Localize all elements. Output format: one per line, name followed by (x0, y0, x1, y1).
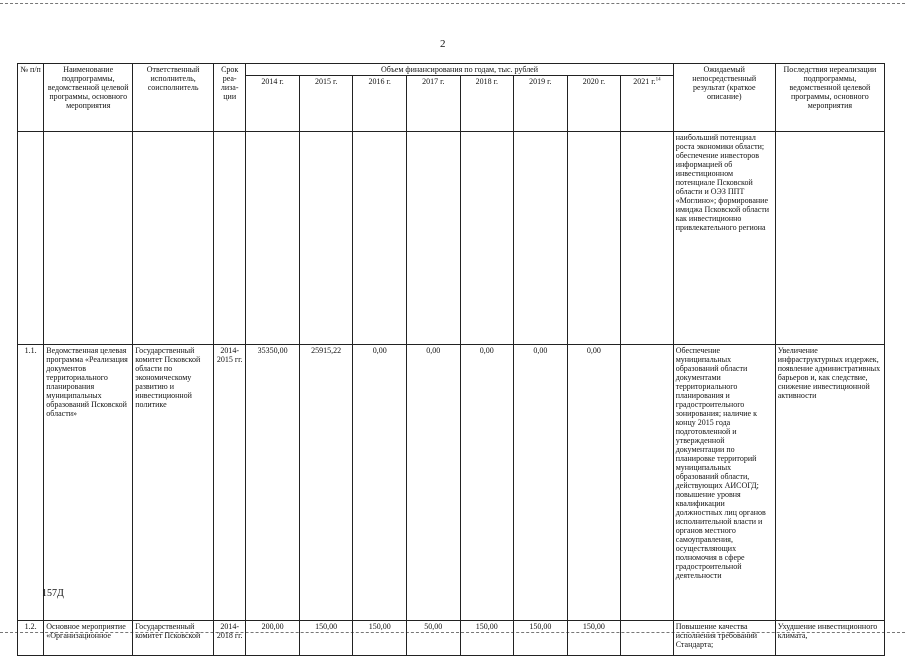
scan-edge-top (0, 3, 905, 4)
row-value: 35350,00 (246, 345, 300, 621)
header-responsible: Ответственный исполнитель, соисполнитель (133, 64, 214, 132)
row-responsible: Государственный комитет Псковской области по экономическому развитию и инвестиционной политике (133, 345, 214, 621)
table-row (18, 132, 885, 345)
header-year: 2019 г. (514, 76, 568, 132)
row-consequence: Увеличение инфраструктурных издержек, появление административных барьеров и, как следствие, снижение инвестиционной активности (775, 345, 884, 621)
row-name: Основное мероприятие «Организационное (44, 621, 133, 656)
row-name (44, 132, 133, 345)
row-value: 150,00 (460, 621, 514, 656)
row-result: Обеспечение муниципальных образований области документами территориального планирования и градостроительного зонирования; наличие к концу 2015 года подготовленной и утвержденной документации по планировке территорий муниципальных образований области, действующих АИСОГД; повышение уровня квалификации должностных лиц органов исполнительной власти и органов местного самоуправления, осуществляющих полномочия в сфере градостроительной деятельности (673, 345, 775, 621)
row-value (621, 345, 674, 621)
header-year: 2016 г. (353, 76, 407, 132)
row-name: Ведомственная целевая программа «Реализация документов территориального планирования муниципальных образований Псковской области» (44, 345, 133, 621)
footnote-marker: 14 (655, 77, 661, 83)
document-code: 157Д (42, 588, 64, 599)
row-result: наибольший потенциал роста экономики области; обеспечение инвесторов информацией об инвестиционном потенциале Псковской области и ОЭЗ ППТ «Моглино»; формирование имиджа Псковской области как инвестиционно привлекательного региона (673, 132, 775, 345)
row-value (299, 132, 353, 345)
table-row (18, 345, 885, 621)
header-consequence: Последствия нереализации подпрограммы, ведомственной целевой программы, основного мероприятия (775, 64, 884, 132)
header-year: 2018 г. (460, 76, 514, 132)
row-term: 2014-2015 гг. (214, 345, 246, 621)
row-value: 50,00 (406, 621, 460, 656)
header-year: 2014 г. (246, 76, 300, 132)
row-consequence (775, 132, 884, 345)
row-value (460, 132, 514, 345)
row-value (621, 132, 674, 345)
funding-table (17, 63, 885, 656)
row-value (567, 132, 621, 345)
header-no: № п/п (18, 64, 44, 132)
row-value: 0,00 (406, 345, 460, 621)
row-value (353, 132, 407, 345)
row-value: 0,00 (514, 345, 568, 621)
row-responsible: Государственный комитет Псковской (133, 621, 214, 656)
header-year: 2020 г. (567, 76, 621, 132)
row-value: 150,00 (514, 621, 568, 656)
header-term: Срок реа-лиза-ции (214, 64, 246, 132)
header-result: Ожидаемый непосредственный результат (краткое описание) (673, 64, 775, 132)
row-term (214, 132, 246, 345)
row-number: 1.1. (18, 345, 44, 621)
row-value: 0,00 (567, 345, 621, 621)
row-value (514, 132, 568, 345)
header-year-2021 (621, 76, 674, 132)
row-consequence: Ухудшение инвестиционного климата, (775, 621, 884, 656)
header-funding: Объем финансирования по годам, тыс. рублей (246, 64, 673, 76)
row-value (246, 132, 300, 345)
row-value: 150,00 (299, 621, 353, 656)
row-value: 150,00 (353, 621, 407, 656)
header-year: 2017 г. (406, 76, 460, 132)
header-year: 2015 г. (299, 76, 353, 132)
header-name: Наименование подпрограммы, ведомственной целевой программы, основного мероприятия (44, 64, 133, 132)
header-year-label: 2021 г. (633, 77, 656, 86)
row-value: 200,00 (246, 621, 300, 656)
row-value: 0,00 (353, 345, 407, 621)
row-value: 25915,22 (299, 345, 353, 621)
table-row (18, 621, 885, 656)
row-value: 0,00 (460, 345, 514, 621)
row-value: 150,00 (567, 621, 621, 656)
row-value (406, 132, 460, 345)
row-result: Повышение качества исполнения требований Стандарта; (673, 621, 775, 656)
row-term: 2014-2018 гг. (214, 621, 246, 656)
row-number: 1.2. (18, 621, 44, 656)
row-value (621, 621, 674, 656)
row-responsible (133, 132, 214, 345)
row-number (18, 132, 44, 345)
page-number: 2 (440, 38, 446, 50)
